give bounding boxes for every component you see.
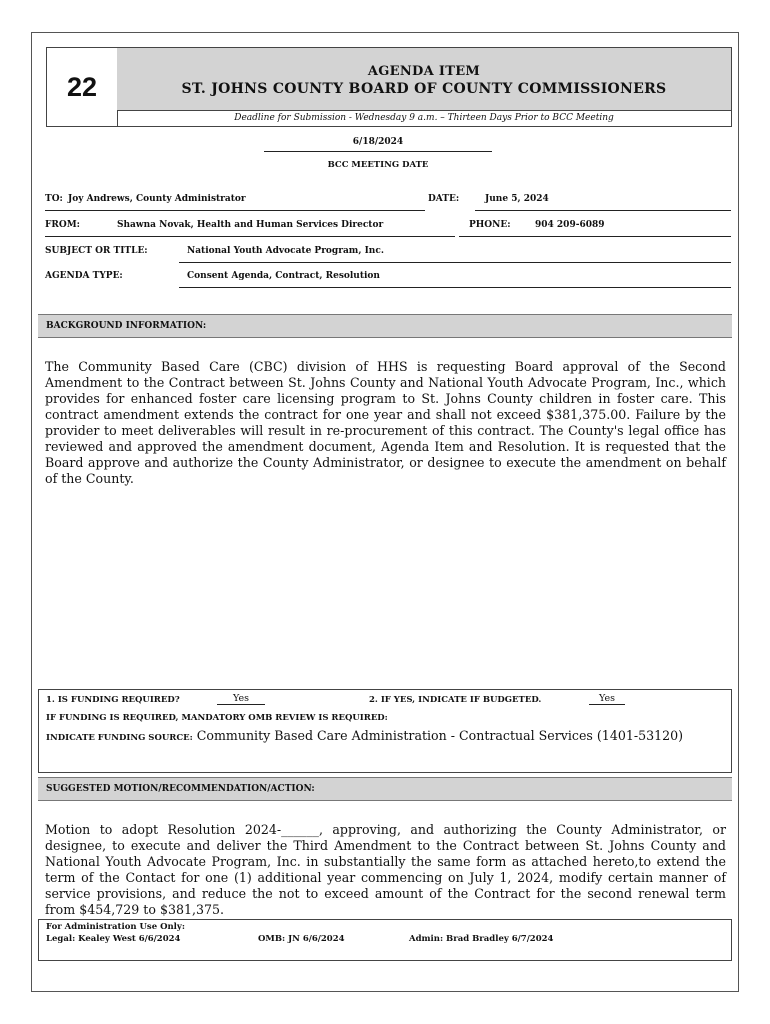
funding-box bbox=[38, 689, 732, 773]
to-label: TO: bbox=[45, 194, 63, 204]
agenda-type-label: AGENDA TYPE: bbox=[45, 271, 123, 281]
phone-value: 904 209-6089 bbox=[535, 220, 605, 230]
budgeted-answer: Yes bbox=[589, 693, 625, 705]
agenda-title-line2: ST. JOHNS COUNTY BOARD OF COUNTY COMMISSIONERS bbox=[181, 81, 667, 97]
from-value: Shawna Novak, Health and Human Services Director bbox=[117, 220, 384, 230]
phone-label: PHONE: bbox=[469, 220, 511, 230]
funding-source-value: Community Based Care Administration - Contractual Services (1401-53120) bbox=[196, 728, 684, 743]
background-heading: BACKGROUND INFORMATION: bbox=[38, 314, 732, 338]
subject-label: SUBJECT OR TITLE: bbox=[45, 246, 148, 256]
funding-source bbox=[46, 728, 726, 746]
from-label: FROM: bbox=[45, 220, 80, 230]
phone-underline bbox=[459, 236, 731, 237]
motion-text: Motion to adopt Resolution 2024-______, approving, and authorizing the County Administrator, or designee, to execute and deliver the Third Amendment to the Contract between St. Johns County and National Youth Advocate Program, Inc. in substantially the same form as attached hereto,to extend the term of the Contact for one (1) additional year commencing on July 1, 2024, modify certain manner of service provisions, and reduce the not to exceed amount of the Contract for the second renewal term from $454,729 to $381,375. bbox=[45, 822, 726, 917]
to-value: Joy Andrews, County Administrator bbox=[68, 194, 246, 204]
date-label: DATE: bbox=[428, 194, 460, 204]
date-value: June 5, 2024 bbox=[485, 194, 549, 204]
agenda-type-value: Consent Agenda, Contract, Resolution bbox=[187, 271, 380, 281]
date-underline bbox=[475, 210, 731, 211]
agenda-item-number: 22 bbox=[47, 48, 118, 126]
subject-value: National Youth Advocate Program, Inc. bbox=[187, 246, 384, 256]
admin-use-title: For Administration Use Only: bbox=[46, 922, 185, 932]
from-underline bbox=[45, 236, 455, 237]
funding-required-question: 1. IS FUNDING REQUIRED? bbox=[46, 695, 180, 705]
admin-signoff: Admin: Brad Bradley 6/7/2024 bbox=[409, 934, 554, 944]
background-text: The Community Based Care (CBC) division of HHS is requesting Board approval of the Second Amendment to the Contract between St. Johns County and National Youth Advocate Program, Inc., which provides for enhanced foster care licensing program to St. Johns County children in foster care. This contract amendment extends the contract for one year and shall not exceed $381,375.00. Failure by the provider to meet deliverables will result in re-procurement of this contract. The County's legal office has reviewed and approved the amendment document, Agenda Item and Resolution. It is requested that the Board approve and authorize the County Administrator, or designee to execute the amendment on behalf of the County. bbox=[45, 359, 726, 486]
omb-signoff: OMB: JN 6/6/2024 bbox=[258, 934, 345, 944]
bcc-meeting-date: 6/18/2024 bbox=[264, 137, 492, 152]
legal-signoff: Legal: Kealey West 6/6/2024 bbox=[46, 934, 181, 944]
agenda-type-underline bbox=[179, 287, 731, 288]
omb-review-note: IF FUNDING IS REQUIRED, MANDATORY OMB REVIEW IS REQUIRED: bbox=[46, 713, 388, 723]
admin-use-box bbox=[38, 919, 732, 961]
subject-underline bbox=[179, 262, 731, 263]
submission-deadline: Deadline for Submission - Wednesday 9 a.m. – Thirteen Days Prior to BCC Meeting bbox=[234, 113, 614, 123]
agenda-title-line1: AGENDA ITEM bbox=[367, 64, 481, 79]
budgeted-question: 2. IF YES, INDICATE IF BUDGETED. bbox=[369, 695, 542, 705]
agenda-title-block bbox=[117, 48, 731, 111]
motion-heading: SUGGESTED MOTION/RECOMMENDATION/ACTION: bbox=[38, 777, 732, 801]
to-underline bbox=[45, 210, 425, 211]
funding-required-answer: Yes bbox=[217, 693, 265, 705]
bcc-meeting-date-label: BCC MEETING DATE bbox=[327, 160, 429, 170]
agenda-header bbox=[46, 47, 732, 127]
funding-source-label: INDICATE FUNDING SOURCE: bbox=[46, 733, 193, 743]
